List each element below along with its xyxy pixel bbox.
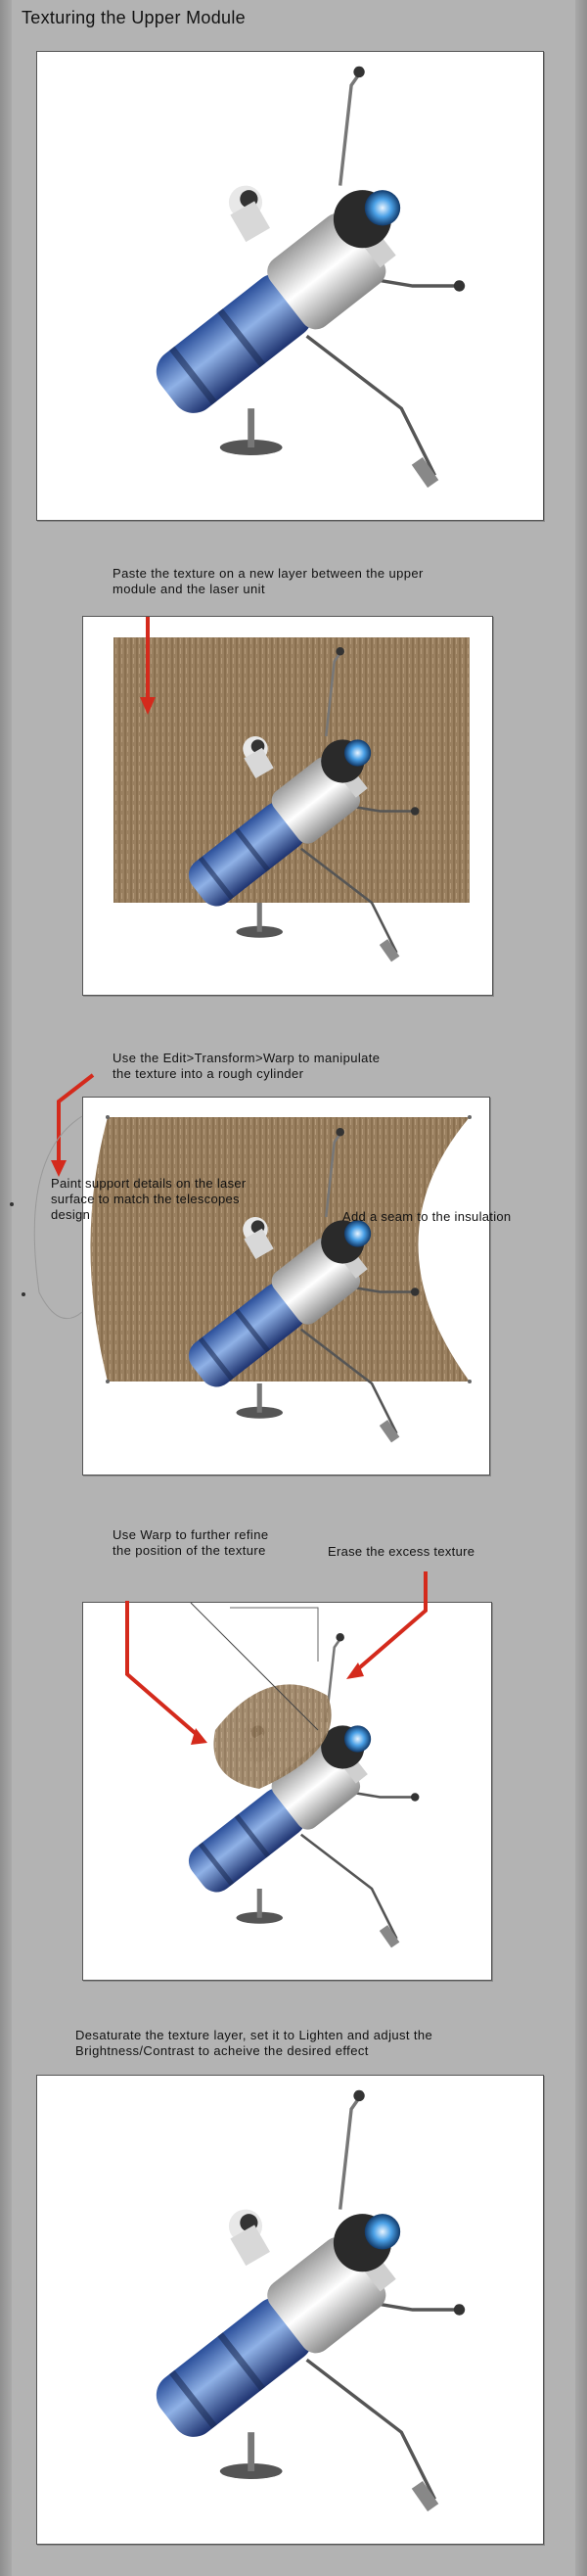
warped-texture (91, 1117, 471, 1382)
step-1-image (36, 51, 544, 521)
page-title: Texturing the Upper Module (22, 8, 246, 27)
step-4-arrows (98, 1567, 450, 1762)
page-edge-right (575, 0, 587, 2576)
spacecraft-render (143, 67, 465, 488)
step-4-caption: Use Warp to further refine the position of the texture (113, 1527, 269, 1558)
paint-support-note: Paint support details on the laser surface to match the telescopes design (51, 1176, 247, 1222)
erase-note: Erase the excess texture (328, 1544, 475, 1559)
final-render (143, 2090, 465, 2511)
step-5-image (36, 2075, 544, 2545)
seam-note: Add a seam to the insulation (342, 1209, 512, 1224)
step-2-image (82, 616, 493, 996)
step-3-image (82, 1097, 490, 1475)
step-5-caption: Desaturate the texture layer, set it to Lighten and adjust the Brightness/Contrast to acheive the desired effect (75, 2028, 433, 2058)
red-arrow-icon (51, 1160, 67, 1177)
texture-layer (113, 637, 470, 903)
step-2-caption: Paste the texture on a new layer between the upper module and the laser unit (113, 566, 424, 596)
step-3-caption: Use the Edit>Transform>Warp to manipulate the texture into a rough cylinder (113, 1051, 381, 1081)
